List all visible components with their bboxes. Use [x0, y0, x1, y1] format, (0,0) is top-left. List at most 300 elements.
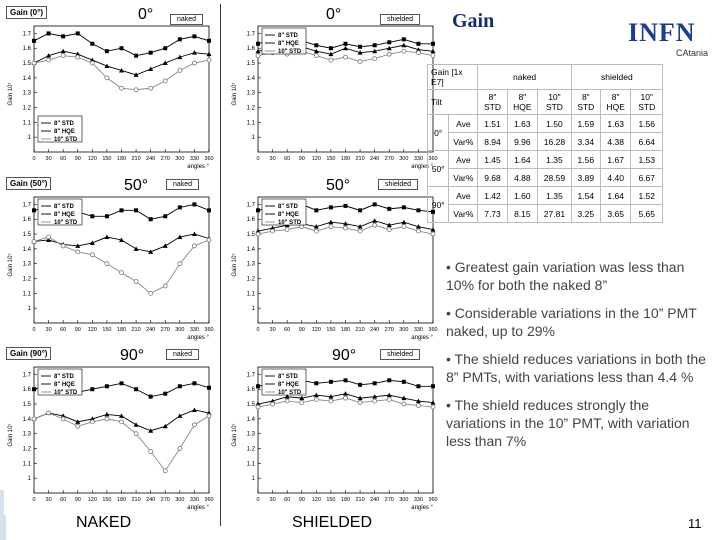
row-label: Var%: [449, 133, 478, 151]
x-tick-label: 30: [45, 327, 52, 333]
y-axis-label: Gain 10⁷: [232, 423, 238, 447]
panel-title: Gain (0°): [6, 6, 47, 19]
x-tick-label: 210: [131, 497, 141, 503]
table-cell: 9.68: [478, 169, 507, 187]
y-tick-label: 1.7: [246, 202, 255, 209]
data-point: [32, 239, 36, 243]
chart-n50: [4, 175, 214, 345]
data-point: [387, 378, 391, 382]
table-cell: 7.73: [478, 205, 507, 223]
y-tick-label: 1.3: [246, 261, 255, 268]
x-tick-label: 270: [160, 497, 170, 503]
x-tick-label: 30: [269, 327, 276, 333]
data-point: [104, 235, 109, 240]
data-point: [416, 229, 420, 233]
data-point: [329, 46, 333, 50]
x-tick-label: 270: [384, 327, 394, 333]
chart-n0: [4, 4, 214, 174]
y-tick-label: 1: [27, 306, 31, 313]
data-point: [373, 57, 377, 61]
data-point: [120, 381, 124, 385]
data-point: [256, 208, 260, 212]
data-point: [358, 60, 362, 64]
data-point: [372, 218, 377, 223]
x-tick-label: 300: [175, 497, 185, 503]
data-point: [344, 204, 348, 208]
x-tick-label: 0: [256, 156, 260, 162]
chart-n90: [4, 345, 214, 515]
y-tick-label: 1.7: [22, 372, 31, 379]
x-tick-label: 60: [284, 497, 291, 503]
table-cell: 1.51: [478, 115, 507, 133]
table-header-cell: naked: [478, 65, 571, 90]
data-point: [105, 262, 109, 266]
y-tick-label: 1.1: [22, 120, 31, 127]
x-tick-label: 240: [370, 156, 380, 162]
x-axis-label: angles °: [411, 335, 433, 341]
data-point: [329, 58, 333, 62]
y-axis-label: Gain 10⁷: [232, 253, 238, 277]
legend-label: 8" STD: [278, 33, 298, 39]
data-point: [387, 398, 391, 402]
infn-logo: [628, 18, 712, 58]
x-tick-label: 300: [399, 497, 409, 503]
data-point: [344, 378, 348, 382]
row-label: Ave: [449, 115, 478, 133]
x-tick-label: 270: [160, 156, 170, 162]
table-row: [428, 187, 663, 205]
table-cell: 1.50: [538, 115, 572, 133]
y-tick-label: 1: [251, 306, 255, 313]
x-tick-label: 270: [384, 497, 394, 503]
legend-label: 8" HQE: [278, 41, 299, 47]
data-point: [192, 232, 197, 237]
table-cell: 16.28: [538, 133, 572, 151]
x-tick-label: 120: [311, 497, 321, 503]
data-point: [256, 54, 260, 58]
data-point: [207, 208, 211, 212]
data-point: [76, 55, 80, 59]
x-tick-label: 210: [131, 327, 141, 333]
x-tick-label: 120: [87, 156, 97, 162]
column-divider: [220, 4, 221, 526]
table-cell: 1.35: [538, 187, 572, 205]
data-point: [192, 202, 196, 206]
y-tick-label: 1.6: [22, 387, 31, 394]
data-point: [76, 424, 80, 428]
x-tick-label: 60: [60, 497, 67, 503]
data-point: [343, 391, 348, 396]
data-point: [120, 46, 124, 50]
series-line: [34, 234, 209, 252]
table-cell: 8.15: [507, 205, 538, 223]
data-point: [401, 43, 406, 48]
x-tick-label: 120: [87, 327, 97, 333]
data-point: [32, 387, 36, 391]
chart-panel-s90: [228, 345, 438, 515]
y-tick-label: 1.3: [22, 90, 31, 97]
data-point: [163, 243, 168, 248]
x-tick-label: 180: [116, 156, 127, 162]
x-tick-label: 150: [326, 156, 336, 162]
y-tick-label: 1.4: [22, 75, 31, 82]
y-tick-label: 1: [27, 135, 31, 142]
y-tick-label: 1.6: [246, 217, 255, 224]
x-tick-label: 330: [189, 327, 200, 333]
y-tick-label: 1.3: [22, 431, 31, 438]
data-point: [344, 42, 348, 46]
tilt-cell: 0°: [428, 115, 449, 151]
legend-label: 8" STD: [278, 374, 298, 380]
table-cell: 3.65: [600, 205, 631, 223]
data-point: [416, 404, 420, 408]
y-tick-label: 1: [251, 476, 255, 483]
data-point: [402, 37, 406, 41]
data-point: [178, 68, 182, 72]
series-line: [34, 56, 209, 90]
data-point: [358, 208, 362, 212]
x-tick-label: 330: [413, 497, 424, 503]
legend-label: 8" HQE: [278, 212, 299, 218]
x-tick-label: 60: [60, 327, 67, 333]
x-tick-label: 330: [413, 327, 424, 333]
data-point: [90, 61, 94, 65]
data-point: [207, 386, 211, 390]
x-axis-label: angles °: [411, 164, 433, 170]
data-point: [314, 54, 318, 58]
legend-label: 8" STD: [54, 374, 74, 380]
x-tick-label: 360: [204, 327, 214, 333]
table-header-row: [428, 65, 663, 90]
y-tick-label: 1.2: [22, 446, 31, 453]
data-point: [256, 42, 260, 46]
data-point: [402, 205, 406, 209]
y-tick-label: 1: [251, 135, 255, 142]
table-cell: 9.96: [507, 133, 538, 151]
data-point: [47, 235, 51, 239]
table-cell: 1.67: [600, 151, 631, 169]
data-point: [256, 384, 260, 388]
data-point: [358, 383, 362, 387]
x-tick-label: 60: [60, 156, 67, 162]
row-label: Var%: [449, 205, 478, 223]
data-point: [134, 422, 139, 427]
x-tick-label: 0: [32, 327, 36, 333]
x-tick-label: 240: [370, 497, 380, 503]
x-tick-label: 360: [428, 156, 438, 162]
table-cell: 1.60: [507, 187, 538, 205]
bullet-item: • The shield reduces strongly the variations in the 10” PMT, with variation less than 7%: [446, 397, 690, 449]
data-point: [373, 202, 377, 206]
table-cell: 1.54: [571, 187, 600, 205]
x-tick-label: 180: [340, 156, 351, 162]
angle-label: 50°: [124, 177, 149, 194]
data-point: [120, 420, 124, 424]
table-row: [428, 133, 663, 151]
x-tick-label: 90: [74, 156, 81, 162]
tilt-cell: 90°: [428, 187, 449, 223]
data-point: [178, 262, 182, 266]
table-cell: 4.88: [507, 169, 538, 187]
y-tick-label: 1.2: [246, 446, 255, 453]
data-point: [105, 417, 109, 421]
table-cell: 1.53: [631, 151, 663, 169]
row-label: Ave: [449, 151, 478, 169]
x-tick-label: 0: [32, 497, 36, 503]
y-tick-label: 1.5: [246, 61, 255, 68]
panel-title: Gain (50°): [6, 177, 51, 190]
data-point: [192, 381, 196, 385]
x-tick-label: 300: [399, 327, 409, 333]
angle-label: 50°: [326, 177, 351, 194]
data-point: [314, 229, 318, 233]
x-tick-label: 30: [45, 497, 52, 503]
x-tick-label: 30: [45, 156, 52, 162]
legend-label: 10" STD: [278, 390, 302, 396]
gain-table: [427, 64, 663, 223]
legend-label: 8" HQE: [54, 129, 75, 135]
y-tick-label: 1.3: [246, 90, 255, 97]
table-cell: 1.35: [538, 151, 572, 169]
data-point: [431, 42, 435, 46]
x-tick-label: 90: [74, 497, 81, 503]
data-point: [416, 384, 420, 388]
y-tick-label: 1.4: [246, 75, 255, 82]
data-point: [329, 205, 333, 209]
y-tick-label: 1.5: [246, 232, 255, 239]
data-point: [163, 392, 167, 396]
y-tick-label: 1.2: [246, 276, 255, 283]
data-point: [105, 49, 109, 53]
data-point: [32, 39, 36, 43]
data-point: [149, 449, 153, 453]
table-cell: 1.42: [478, 187, 507, 205]
chart-s90: [228, 345, 438, 515]
x-tick-label: 210: [131, 156, 141, 162]
y-tick-label: 1.7: [246, 372, 255, 379]
table-cell: 3.89: [571, 169, 600, 187]
y-tick-label: 1.1: [22, 461, 31, 468]
data-point: [402, 225, 406, 229]
data-point: [76, 250, 80, 254]
y-tick-label: 1.6: [22, 46, 31, 53]
y-tick-label: 1.7: [22, 31, 31, 38]
table-cell: 6.67: [631, 169, 663, 187]
x-tick-label: 330: [189, 156, 200, 162]
x-tick-label: 300: [399, 156, 409, 162]
data-point: [32, 208, 36, 212]
data-point: [61, 417, 65, 421]
panel-title: Gain (90°): [6, 347, 51, 360]
y-tick-label: 1.7: [22, 202, 31, 209]
data-point: [431, 54, 435, 58]
x-tick-label: 360: [428, 327, 438, 333]
data-point: [285, 399, 289, 403]
x-tick-label: 210: [355, 327, 365, 333]
table-cell: 27.81: [538, 205, 572, 223]
data-point: [47, 31, 51, 35]
row-label: Ave: [449, 187, 478, 205]
y-tick-label: 1.3: [22, 261, 31, 268]
page-number: 11: [688, 516, 702, 531]
data-point: [90, 214, 94, 218]
data-point: [105, 214, 109, 218]
y-axis-label: Gain 10⁷: [8, 253, 14, 277]
data-point: [120, 208, 124, 212]
config-label: naked: [166, 349, 199, 360]
y-tick-label: 1.7: [246, 31, 255, 38]
logo-subtext: CAtania: [676, 48, 709, 58]
x-tick-label: 240: [146, 497, 156, 503]
table-cell: 1.45: [478, 151, 507, 169]
data-point: [358, 229, 362, 233]
x-tick-label: 180: [116, 327, 127, 333]
data-point: [431, 405, 435, 409]
x-tick-label: 300: [175, 327, 185, 333]
table-row: [428, 115, 663, 133]
x-axis-label: angles °: [411, 505, 433, 511]
table-header-cell: 10" STD: [631, 90, 663, 115]
chart-s50: [228, 175, 438, 345]
y-tick-label: 1.4: [22, 246, 31, 253]
slide-title: Gain: [452, 10, 495, 32]
data-point: [32, 417, 36, 421]
data-point: [329, 225, 333, 229]
y-axis-label: Gain 10⁷: [8, 423, 14, 447]
data-point: [358, 401, 362, 405]
y-tick-label: 1.5: [22, 402, 31, 409]
data-point: [120, 271, 124, 275]
data-point: [61, 244, 65, 248]
y-tick-label: 1: [27, 476, 31, 483]
tilt-cell: 50°: [428, 151, 449, 187]
data-point: [373, 43, 377, 47]
table-cell: 1.56: [631, 115, 663, 133]
x-tick-label: 180: [340, 497, 351, 503]
x-tick-label: 30: [269, 156, 276, 162]
data-point: [416, 42, 420, 46]
x-tick-label: 150: [102, 497, 112, 503]
table-cell: 8.94: [478, 133, 507, 151]
bullet-item: • The shield reduces variations in both the 8” PMTs, with variations less than 4.4 %: [446, 351, 706, 385]
data-point: [402, 49, 406, 53]
bullet-list: [446, 258, 706, 460]
data-point: [256, 405, 260, 409]
data-point: [105, 384, 109, 388]
x-tick-label: 90: [298, 156, 305, 162]
data-point: [32, 61, 36, 65]
x-tick-label: 90: [74, 327, 81, 333]
x-tick-label: 210: [355, 156, 365, 162]
data-point: [163, 284, 167, 288]
data-point: [271, 229, 275, 233]
data-point: [47, 58, 51, 62]
x-tick-label: 120: [87, 497, 97, 503]
data-point: [373, 399, 377, 403]
x-axis-label: angles °: [187, 164, 209, 170]
data-point: [178, 37, 182, 41]
x-axis-label: angles °: [187, 505, 209, 511]
angle-label: 90°: [120, 347, 145, 364]
data-point: [61, 49, 66, 54]
y-tick-label: 1.4: [22, 416, 31, 423]
data-point: [149, 395, 153, 399]
x-tick-label: 360: [428, 497, 438, 503]
data-point: [61, 54, 65, 58]
table-cell: 6.64: [631, 133, 663, 151]
data-point: [134, 54, 138, 58]
data-point: [256, 232, 260, 236]
legend-label: 10" STD: [54, 137, 78, 143]
data-point: [149, 86, 153, 90]
legend-label: 8" HQE: [54, 382, 75, 388]
data-point: [163, 469, 167, 473]
data-point: [300, 401, 304, 405]
legend-label: 10" STD: [278, 220, 302, 226]
y-tick-label: 1.2: [22, 105, 31, 112]
data-point: [387, 52, 391, 56]
x-tick-label: 270: [160, 327, 170, 333]
table-header-cell: 8" HQE: [600, 90, 631, 115]
data-point: [149, 51, 153, 55]
data-point: [387, 207, 391, 211]
table-cell: 1.64: [600, 187, 631, 205]
data-point: [416, 208, 420, 212]
x-tick-label: 0: [32, 156, 36, 162]
y-axis-label: Gain 10⁷: [8, 82, 14, 106]
config-label: naked: [170, 14, 203, 25]
table-header-cell: 10" STD: [538, 90, 572, 115]
data-point: [90, 42, 94, 46]
y-tick-label: 1.1: [22, 291, 31, 298]
data-point: [402, 402, 406, 406]
legend-label: 8" STD: [54, 204, 74, 210]
table-header-cell: 8" STD: [571, 90, 600, 115]
table-header-cell: Tilt: [428, 90, 478, 115]
y-tick-label: 1.1: [246, 461, 255, 468]
data-point: [373, 223, 377, 227]
data-point: [178, 447, 182, 451]
legend-label: 8" HQE: [54, 212, 75, 218]
data-point: [178, 205, 182, 209]
x-tick-label: 60: [284, 156, 291, 162]
x-tick-label: 300: [175, 156, 185, 162]
x-tick-label: 330: [413, 156, 424, 162]
table-cell: 3.34: [571, 133, 600, 151]
table-header-cell: Gain [1x E7]: [428, 65, 478, 90]
footer-shielded-label: SHIELDED: [292, 514, 373, 531]
data-point: [344, 396, 348, 400]
table-cell: 1.63: [600, 115, 631, 133]
x-tick-label: 120: [311, 156, 321, 162]
data-point: [343, 46, 348, 51]
x-tick-label: 150: [102, 156, 112, 162]
data-point: [134, 432, 138, 436]
table-cell: 1.59: [571, 115, 600, 133]
data-point: [134, 279, 138, 283]
data-point: [149, 217, 153, 221]
data-point: [90, 253, 94, 257]
table-cell: 1.63: [507, 115, 538, 133]
chart-panel-s50: [228, 175, 438, 345]
table-cell: 28.59: [538, 169, 572, 187]
chart-s0: [228, 4, 438, 174]
legend-label: 8" STD: [54, 121, 74, 127]
x-tick-label: 180: [116, 497, 127, 503]
table-cell: 1.52: [631, 187, 663, 205]
config-label: shielded: [378, 179, 418, 190]
data-point: [207, 414, 211, 418]
